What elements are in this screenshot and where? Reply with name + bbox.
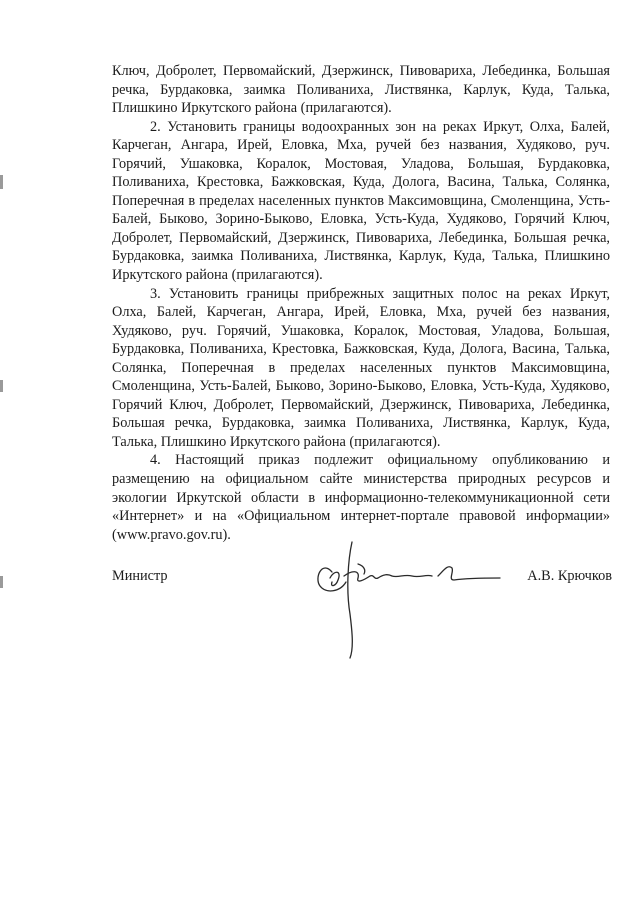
paragraph-coastal-protective-strips: 3. Установить границы прибрежных защитных полос на реках Иркут, Олха, Балей, Карчеган, Ангара, Ирей, Еловка, Мха, ручей без названия, Худяково, руч. Горячий, Ушаковка, Коралок, Мостовая, Уладова, Большая, Бурдаковка, Поливаниха, Крестовка, Бажковская, Куда, Долога, Васина, Талька, Солянка, Поперечная в пределах населенных пунктов Максимовщина, Смоленщина, Усть-Балей, Быково, Зорино-Быково, Еловка, Усть-Куда, Худяково, Горячий Ключ, Добролет, Первомайский, Дзержинск, Пивовариха, Лебединка, Большая речка, Бурдаковка, заимка Поливаниха, Листвянка, Карлук, Куда, Талька, Плишкино Иркутского района (прилагаются). <box>112 285 610 450</box>
paragraph-continuation: Ключ, Добролет, Первомайский, Дзержинск, Пивовариха, Лебединка, Большая речка, Бурдаковка, заимка Поливаниха, Листвянка, Карлук, Куда, Талька, Плишкино Иркутского района (прилагаются). <box>112 63 610 117</box>
handwritten-signature <box>308 530 508 660</box>
scan-edge-mark <box>0 576 3 588</box>
scan-edge-mark <box>0 380 3 392</box>
paragraph-water-protection-zones: 2. Установить границы водоохранных зон на реках Иркут, Олха, Балей, Карчеган, Ангара, Ирей, Еловка, Мха, ручей без названия, Худяково, руч. Горячий, Ушаковка, Коралок, Мостовая, Уладова, Большая, Бурдаковка, Поливаниха, Крестовка, Бажковская, Куда, Долога, Васина, Талька, Солянка, Поперечная в пределах населенных пунктов Максимовщина, Смоленщина, Усть-Балей, Быково, Зорино-Быково, Еловка, Усть-Куда, Худяково, Горячий Ключ, Добролет, Первомайский, Дзержинск, Пивовариха, Лебединка, Большая речка, Бурдаковка, заимка Поливаниха, Листвянка, Карлук, Куда, Талька, Плишкино Иркутского района (прилагаются). <box>112 118 610 284</box>
paragraph-publication: 4. Настоящий приказ подлежит официальному опубликованию и размещению на официальном сайте министерства природных ресурсов и экологии Иркутской области в информационно-телекоммуникационной сети «Интернет» и на «Официальном интернет-портале правовой информации» (www.pravo.gov.ru). <box>112 452 610 543</box>
signatory-name: А.В. Крючков <box>527 568 612 584</box>
signatory-role: Министр <box>112 568 168 584</box>
document-body <box>112 62 610 544</box>
scan-edge-mark <box>0 175 3 189</box>
